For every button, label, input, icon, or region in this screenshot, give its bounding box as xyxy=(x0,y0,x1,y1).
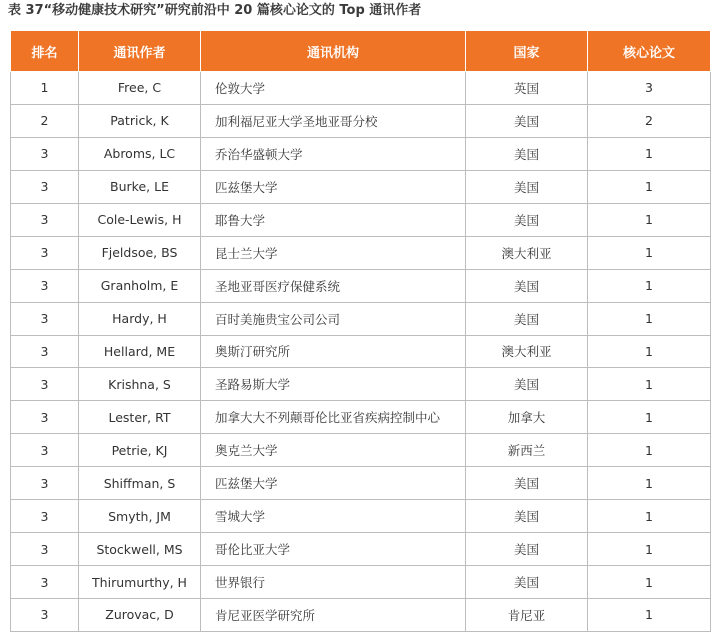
table-body xyxy=(11,72,711,632)
table-row xyxy=(11,434,711,467)
cell-author: Krishna, S xyxy=(79,368,201,401)
cell-country: 澳大利亚 xyxy=(466,236,588,269)
cell-author: Shiffman, S xyxy=(79,467,201,500)
cell-institution: 奥克兰大学 xyxy=(201,434,466,467)
cell-institution: 圣地亚哥医疗保健系统 xyxy=(201,269,466,302)
cell-papers: 2 xyxy=(588,104,711,137)
authors-table xyxy=(10,30,711,632)
cell-rank: 3 xyxy=(11,533,79,566)
cell-author: Granholm, E xyxy=(79,269,201,302)
cell-papers: 1 xyxy=(588,368,711,401)
table-row xyxy=(11,467,711,500)
cell-rank: 3 xyxy=(11,434,79,467)
cell-country: 加拿大 xyxy=(466,401,588,434)
cell-country: 美国 xyxy=(466,467,588,500)
cell-papers: 1 xyxy=(588,566,711,599)
cell-rank: 3 xyxy=(11,368,79,401)
cell-country: 美国 xyxy=(466,170,588,203)
cell-papers: 1 xyxy=(588,599,711,632)
cell-rank: 3 xyxy=(11,203,79,236)
cell-institution: 世界银行 xyxy=(201,566,466,599)
table-row xyxy=(11,137,711,170)
table-row xyxy=(11,368,711,401)
cell-author: Burke, LE xyxy=(79,170,201,203)
cell-papers: 1 xyxy=(588,203,711,236)
table-row xyxy=(11,72,711,105)
cell-papers: 1 xyxy=(588,467,711,500)
cell-institution: 匹兹堡大学 xyxy=(201,467,466,500)
cell-author: Hellard, ME xyxy=(79,335,201,368)
cell-institution: 昆士兰大学 xyxy=(201,236,466,269)
cell-author: Petrie, KJ xyxy=(79,434,201,467)
cell-rank: 3 xyxy=(11,401,79,434)
table-row xyxy=(11,335,711,368)
cell-author: Cole-Lewis, H xyxy=(79,203,201,236)
cell-author: Fjeldsoe, BS xyxy=(79,236,201,269)
cell-papers: 1 xyxy=(588,500,711,533)
cell-institution: 奥斯汀研究所 xyxy=(201,335,466,368)
table-row xyxy=(11,170,711,203)
cell-papers: 1 xyxy=(588,434,711,467)
cell-author: Smyth, JM xyxy=(79,500,201,533)
table-row xyxy=(11,104,711,137)
cell-country: 美国 xyxy=(466,368,588,401)
cell-institution: 肯尼亚医学研究所 xyxy=(201,599,466,632)
cell-author: Thirumurthy, H xyxy=(79,566,201,599)
table-row xyxy=(11,500,711,533)
cell-institution: 加利福尼亚大学圣地亚哥分校 xyxy=(201,104,466,137)
cell-rank: 3 xyxy=(11,566,79,599)
table-row xyxy=(11,236,711,269)
header-rank: 排名 xyxy=(11,31,79,72)
cell-institution: 匹兹堡大学 xyxy=(201,170,466,203)
cell-rank: 1 xyxy=(11,72,79,105)
cell-papers: 1 xyxy=(588,401,711,434)
cell-rank: 3 xyxy=(11,236,79,269)
cell-rank: 3 xyxy=(11,335,79,368)
cell-institution: 圣路易斯大学 xyxy=(201,368,466,401)
header-institution: 通讯机构 xyxy=(201,31,466,72)
cell-papers: 1 xyxy=(588,269,711,302)
cell-rank: 3 xyxy=(11,170,79,203)
cell-rank: 3 xyxy=(11,302,79,335)
cell-country: 新西兰 xyxy=(466,434,588,467)
cell-papers: 1 xyxy=(588,335,711,368)
cell-author: Zurovac, D xyxy=(79,599,201,632)
cell-country: 美国 xyxy=(466,566,588,599)
cell-rank: 3 xyxy=(11,599,79,632)
table-row xyxy=(11,599,711,632)
cell-institution: 哥伦比亚大学 xyxy=(201,533,466,566)
cell-rank: 3 xyxy=(11,137,79,170)
header-country: 国家 xyxy=(466,31,588,72)
table-row xyxy=(11,533,711,566)
cell-country: 美国 xyxy=(466,137,588,170)
cell-country: 美国 xyxy=(466,500,588,533)
table-row xyxy=(11,269,711,302)
cell-author: Hardy, H xyxy=(79,302,201,335)
table-row xyxy=(11,566,711,599)
cell-country: 英国 xyxy=(466,72,588,105)
cell-institution: 伦敦大学 xyxy=(201,72,466,105)
cell-institution: 耶鲁大学 xyxy=(201,203,466,236)
cell-country: 澳大利亚 xyxy=(466,335,588,368)
table-row xyxy=(11,302,711,335)
cell-papers: 1 xyxy=(588,533,711,566)
cell-rank: 3 xyxy=(11,500,79,533)
table-row xyxy=(11,401,711,434)
cell-institution: 百时美施贵宝公司公司 xyxy=(201,302,466,335)
cell-institution: 加拿大大不列颠哥伦比亚省疾病控制中心 xyxy=(201,401,466,434)
cell-author: Lester, RT xyxy=(79,401,201,434)
table-header-row xyxy=(11,31,711,72)
table-caption: 表 37“移动健康技术研究”研究前沿中 20 篇核心论文的 Top 通讯作者 xyxy=(8,3,422,18)
cell-institution: 雪城大学 xyxy=(201,500,466,533)
cell-institution: 乔治华盛顿大学 xyxy=(201,137,466,170)
cell-papers: 1 xyxy=(588,137,711,170)
cell-papers: 1 xyxy=(588,170,711,203)
cell-country: 美国 xyxy=(466,269,588,302)
cell-papers: 1 xyxy=(588,236,711,269)
cell-country: 肯尼亚 xyxy=(466,599,588,632)
cell-author: Patrick, K xyxy=(79,104,201,137)
cell-author: Abroms, LC xyxy=(79,137,201,170)
header-papers: 核心论文 xyxy=(588,31,711,72)
cell-papers: 1 xyxy=(588,302,711,335)
cell-country: 美国 xyxy=(466,533,588,566)
cell-rank: 3 xyxy=(11,269,79,302)
cell-author: Free, C xyxy=(79,72,201,105)
cell-rank: 2 xyxy=(11,104,79,137)
header-author: 通讯作者 xyxy=(79,31,201,72)
cell-country: 美国 xyxy=(466,203,588,236)
cell-country: 美国 xyxy=(466,302,588,335)
cell-rank: 3 xyxy=(11,467,79,500)
cell-papers: 3 xyxy=(588,72,711,105)
cell-author: Stockwell, MS xyxy=(79,533,201,566)
cell-country: 美国 xyxy=(466,104,588,137)
table-row xyxy=(11,203,711,236)
